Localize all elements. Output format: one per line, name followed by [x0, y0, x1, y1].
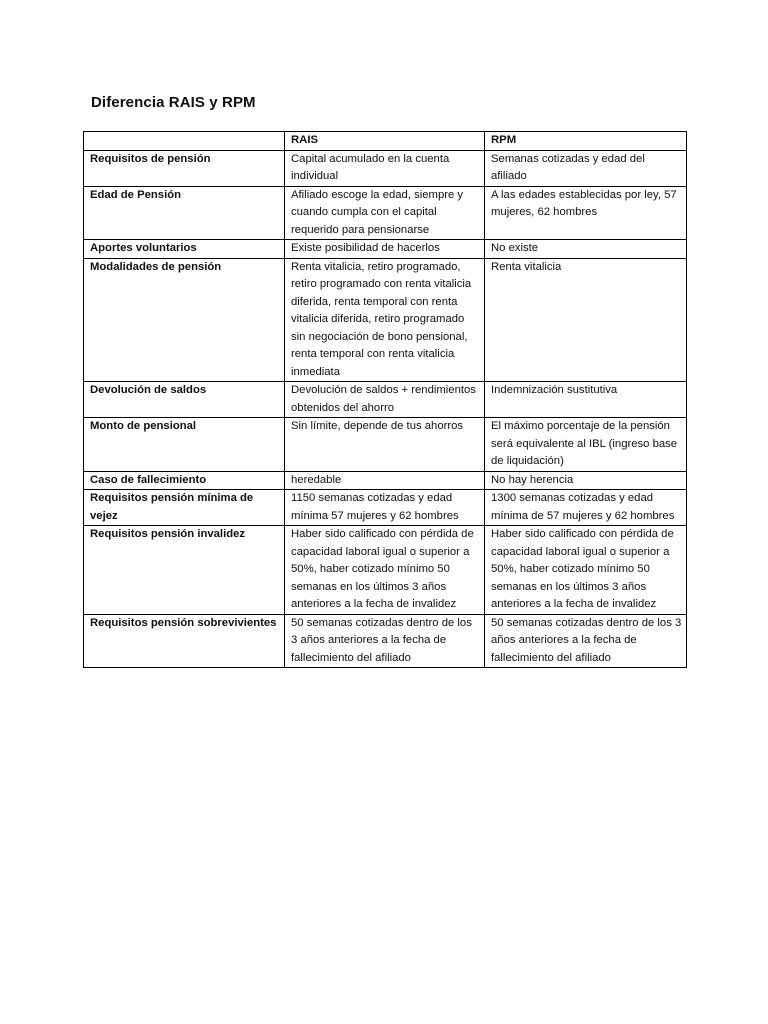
table-row	[84, 471, 687, 490]
rais-cell: Afiliado escoge la edad, siempre y cuando cumpla con el capital requerido para pensionarse	[285, 186, 485, 240]
row-label: Edad de Pensión	[84, 186, 285, 240]
rais-cell: Renta vitalicia, retiro programado, retiro programado con renta vitalicia diferida, renta temporal con renta vitalicia diferida, retiro programado sin negociación de bono pensional, renta temporal con renta vitalicia inmediata	[285, 258, 485, 382]
rpm-cell: A las edades establecidas por ley, 57 mujeres, 62 hombres	[485, 186, 687, 240]
header-rais: RAIS	[285, 132, 485, 151]
rais-cell: Devolución de saldos + rendimientos obtenidos del ahorro	[285, 382, 485, 418]
rpm-cell: Renta vitalicia	[485, 258, 687, 382]
rais-cell: 50 semanas cotizadas dentro de los 3 años anteriores a la fecha de fallecimiento del afiliado	[285, 614, 485, 668]
header-rpm: RPM	[485, 132, 687, 151]
row-label: Requisitos pensión mínima de vejez	[84, 490, 285, 526]
rpm-cell: 50 semanas cotizadas dentro de los 3 años anteriores a la fecha de fallecimiento del afiliado	[485, 614, 687, 668]
rpm-cell: No hay herencia	[485, 471, 687, 490]
table-row	[84, 382, 687, 418]
table-row	[84, 240, 687, 259]
rpm-cell: No existe	[485, 240, 687, 259]
table-row	[84, 418, 687, 472]
rpm-cell: El máximo porcentaje de la pensión será equivalente al IBL (ingreso base de liquidación)	[485, 418, 687, 472]
row-label: Monto de pensional	[84, 418, 285, 472]
table-row	[84, 258, 687, 382]
table-row	[84, 614, 687, 668]
rpm-cell: 1300 semanas cotizadas y edad mínima de 57 mujeres y 62 hombres	[485, 490, 687, 526]
rpm-cell: Indemnización sustitutiva	[485, 382, 687, 418]
row-label: Requisitos de pensión	[84, 150, 285, 186]
row-label: Devolución de saldos	[84, 382, 285, 418]
row-label: Modalidades de pensión	[84, 258, 285, 382]
rais-cell: heredable	[285, 471, 485, 490]
table-row	[84, 490, 687, 526]
rais-cell: 1150 semanas cotizadas y edad mínima 57 mujeres y 62 hombres	[285, 490, 485, 526]
table-row	[84, 150, 687, 186]
row-label: Caso de fallecimiento	[84, 471, 285, 490]
table-header-row	[84, 132, 687, 151]
row-label: Requisitos pensión invalidez	[84, 526, 285, 615]
row-label: Aportes voluntarios	[84, 240, 285, 259]
table-row	[84, 186, 687, 240]
document-title: Diferencia RAIS y RPM	[91, 94, 256, 111]
rpm-cell: Haber sido calificado con pérdida de capacidad laboral igual o superior a 50%, haber cotizado mínimo 50 semanas en los últimos 3 años anteriores a la fecha de invalidez	[485, 526, 687, 615]
rais-cell: Existe posibilidad de hacerlos	[285, 240, 485, 259]
table-row	[84, 526, 687, 615]
rais-cell: Haber sido calificado con pérdida de capacidad laboral igual o superior a 50%, haber cotizado mínimo 50 semanas en los últimos 3 años anteriores a la fecha de invalidez	[285, 526, 485, 615]
comparison-table	[83, 131, 687, 668]
rais-cell: Capital acumulado en la cuenta individual	[285, 150, 485, 186]
header-empty	[84, 132, 285, 151]
rais-cell: Sin límite, depende de tus ahorros	[285, 418, 485, 472]
row-label: Requisitos pensión sobrevivientes	[84, 614, 285, 668]
rpm-cell: Semanas cotizadas y edad del afiliado	[485, 150, 687, 186]
